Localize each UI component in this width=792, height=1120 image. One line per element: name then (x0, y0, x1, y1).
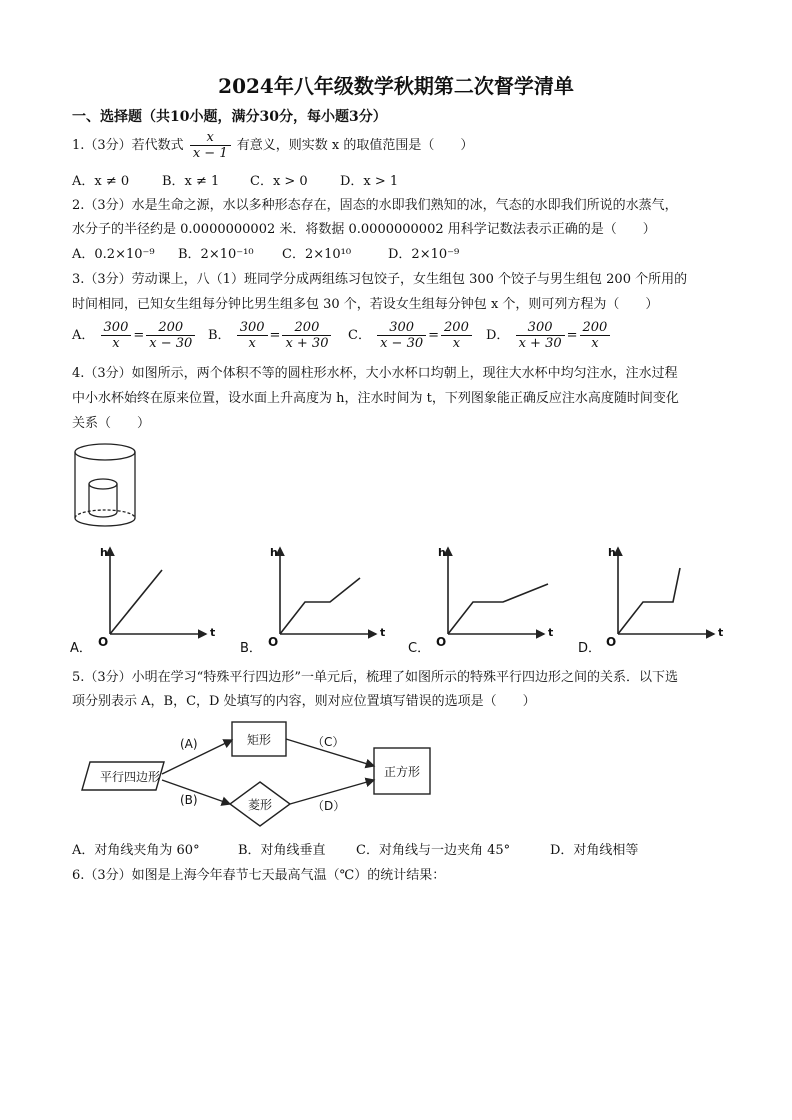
q3-b-left (237, 320, 268, 351)
q3-c-left (377, 320, 426, 351)
page-title: 2024年八年级数学秋期第二次督学清单 (218, 74, 574, 98)
q4-graphs (70, 538, 770, 656)
q1-option-c: C．x > 0 (250, 174, 308, 189)
q3-b-label: B． (208, 328, 231, 343)
q5-option-a: A．对角线夹角为 60° (72, 843, 200, 858)
q3-line-2: 时间相同，已知女生组每分钟比男生组多包 30 个，若设女生组每分钟包 x 个，则可列方程为（ ） (72, 297, 659, 312)
rectangle-label: 矩形 (247, 733, 272, 747)
q3-d-left (516, 320, 565, 351)
q5-line-1: 5.（3分）小明在学习“特殊平行四边形”一单元后，梳理了如图所示的特殊平行四边形之间的关系．以下选 (72, 670, 678, 685)
q5-option-b: B．对角线垂直 (238, 843, 326, 858)
q3-d-ld: x + 30 (518, 336, 562, 351)
q3-c-right (441, 320, 472, 351)
q4-line-3: 关系（ ） (72, 416, 151, 431)
large-cup-rim (75, 444, 135, 460)
q1-suffix: 有意义，则实数 x 的取值范围是（ ） (236, 138, 474, 153)
q3-c-rn: 200 (441, 320, 472, 336)
q3-option-b: B． $\frac{300}{x}$ = $\frac{200}{x + 30}$ (208, 320, 333, 351)
parallelogram-label: 平行四边形 (100, 770, 161, 784)
q2-option-c: C．2×10¹⁰ (282, 247, 352, 262)
q1-prefix: 1.（3分）若代数式 (72, 138, 184, 153)
q3-a-right (146, 320, 195, 351)
q3-d-label: D． (486, 328, 510, 343)
q3-a-left (101, 320, 132, 351)
q5-option-c: C．对角线与一边夹角 45° (356, 843, 511, 858)
graph-b-h-label: h (270, 546, 278, 559)
q3-a-rd: x − 30 (149, 336, 193, 351)
q2-line-1: 2.（3分）水是生命之源，水以多种形态存在，固态的水即我们熟知的冰，气态的水即我们所说的水蒸气， (72, 198, 678, 213)
label-b: (B) (180, 793, 198, 807)
label-d: （D） (312, 799, 346, 813)
q3-b-ld: x (248, 336, 256, 351)
rhombus-label: 菱形 (248, 798, 273, 812)
q3-c-ln: 300 (377, 320, 426, 336)
small-cup-rim (89, 479, 117, 489)
graph-b-option-label: B． (240, 641, 262, 656)
cylinder-cups-figure (70, 440, 140, 532)
graph-b-origin: O (268, 635, 279, 649)
q1-option-a: A．x ≠ 0 (72, 174, 130, 189)
q3-d-ln: 300 (516, 320, 565, 336)
q4-line-2: 中小水杯始终在原来位置，设水面上升高度为 h，注水时间为 t，下列图象能正确反应注水高度随时间变化 (72, 391, 679, 406)
graph-d-curve (618, 568, 680, 634)
q3-b-rn: 200 (282, 320, 331, 336)
q5-line-2: 项分别表示 A，B，C，D 处填写的内容，则对应位置填写错误的选项是（ ） (72, 694, 536, 709)
graph-b-t-label: t (380, 626, 386, 639)
q1-option-b: B．x ≠ 1 (162, 174, 220, 189)
q1-fraction (190, 130, 231, 161)
label-a: (A) (180, 737, 198, 751)
q5-option-d: D．对角线相等 (550, 843, 639, 858)
graph-a-curve (110, 570, 162, 634)
square-label: 正方形 (384, 765, 421, 779)
graph-a-option-label: A． (70, 641, 92, 656)
q3-option-d: D． $\frac{300}{x + 30}$ = $\frac{200}{x}$ (486, 320, 612, 351)
q2-option-d: D．2×10⁻⁹ (388, 247, 460, 262)
graph-c-curve (448, 584, 548, 634)
graph-a-t-label: t (210, 626, 216, 639)
small-cup-base (89, 512, 117, 517)
q3-d-rd: x (591, 336, 599, 351)
large-cup-base (75, 518, 135, 526)
graph-d-t-label: t (718, 626, 724, 639)
q3-b-rd: x + 30 (285, 336, 329, 351)
graph-d-option-label: D． (578, 641, 602, 656)
q1-option-d: D．x > 1 (340, 174, 399, 189)
q2-option-b: B．2×10⁻¹⁰ (178, 247, 254, 262)
graph-b-curve (280, 578, 360, 634)
q2-option-a: A．0.2×10⁻⁹ (72, 247, 155, 262)
graph-c-t-label: t (548, 626, 554, 639)
q3-b-right (282, 320, 331, 351)
q3-a-label: A． (72, 328, 95, 343)
q3-d-right (580, 320, 611, 351)
section-heading: 一、选择题（共10小题，满分30分，每小题3分） (72, 109, 387, 125)
q3-c-ld: x − 30 (380, 336, 424, 351)
graph-a-h-label: h (100, 546, 108, 559)
q3-a-ln: 300 (101, 320, 132, 336)
q3-b-ln: 300 (237, 320, 268, 336)
quadrilateral-relation-diagram (72, 718, 452, 833)
q3-c-label: C． (348, 328, 371, 343)
q1-frac-num: x (190, 130, 231, 146)
q3-d-rn: 200 (580, 320, 611, 336)
q6-line-1: 6.（3分）如图是上海今年春节七天最高气温（℃）的统计结果： (72, 868, 446, 883)
q3-a-ld: x (112, 336, 120, 351)
q3-option-c: C． $\frac{300}{x - 30}$ = $\frac{200}{x}$ (348, 320, 474, 351)
q3-a-rn: 200 (146, 320, 195, 336)
graph-c-h-label: h (438, 546, 446, 559)
graph-d-h-label: h (608, 546, 616, 559)
q3-line-1: 3.（3分）劳动课上，八（1）班同学分成两组练习包饺子，女生组包 300 个饺子与男生组包 200 个所用的 (72, 272, 688, 287)
q4-line-1: 4.（3分）如图所示，两个体积不等的圆柱形水杯，大小水杯口均朝上，现往大水杯中均匀注水，注水过程 (72, 366, 678, 381)
label-c: （C） (312, 735, 345, 749)
graph-a-origin: O (98, 635, 109, 649)
q1-frac-den: x − 1 (192, 146, 228, 161)
question-1 (72, 130, 473, 161)
q2-line-2: 水分子的半径约是 0.0000000002 米．将数据 0.0000000002 用科学记数法表示正确的是（ ） (72, 222, 656, 237)
q3-option-a: A． $\frac{300}{x}$ = $\frac{200}{x - 30}$ (72, 320, 197, 351)
graph-d-origin: O (606, 635, 617, 649)
q3-c-rd: x (452, 336, 461, 351)
graph-c-option-label: C． (408, 641, 431, 656)
graph-c-origin: O (436, 635, 447, 649)
